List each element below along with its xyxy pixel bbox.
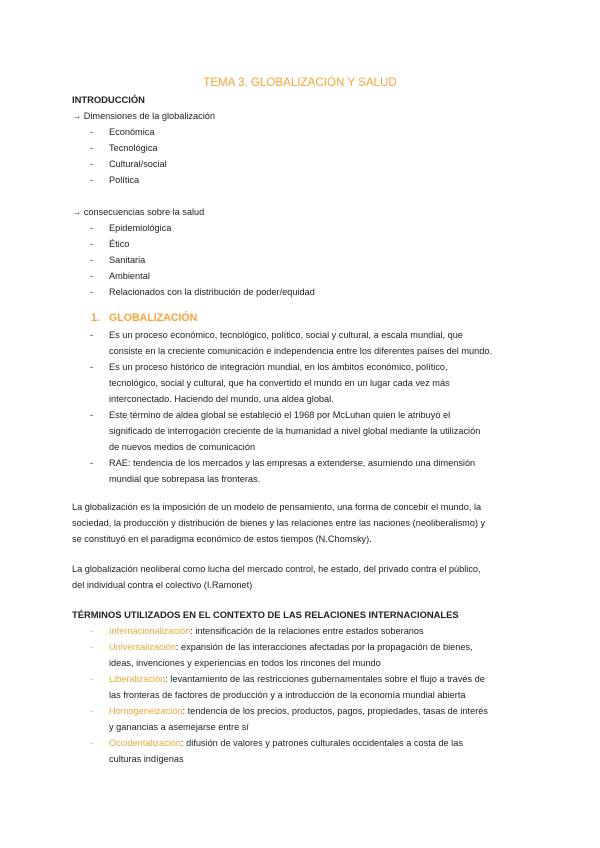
line: del individual contra el colectivo (I.Ramonet) <box>72 580 253 590</box>
dimensions-list <box>72 124 528 188</box>
term-label: Liberalización <box>109 674 166 684</box>
list-item: - Económica <box>72 124 528 140</box>
line: consiste en la creciente comunicación e independencia entre los diferentes países del mundo. <box>109 346 493 356</box>
term-definition: : difusión de valores y patrones culturales occidentales a costa de las <box>181 738 463 748</box>
term-definition: : tendencia de los precios, productos, pagos, propiedades, tasas de interés <box>182 706 488 716</box>
line: La globalización neoliberal como lucha del mercado control, he estado, del privado contra el público, <box>72 564 481 574</box>
line: se constituyó en el paradigma económico de estos tiempos (N.Chomsky). <box>72 534 372 544</box>
term-label: Homogeneización <box>109 706 183 716</box>
list-item <box>72 735 528 767</box>
line: y ganancias a asemejarse entre sí <box>109 722 249 732</box>
list-item: - Epidemiológica <box>72 220 528 236</box>
term-label: Universalización <box>109 642 176 652</box>
section-title: GLOBALIZACIÓN <box>109 312 198 324</box>
section-number: 1. <box>91 312 100 324</box>
line <box>109 671 528 687</box>
line: significado de interrogación creciente de la humanidad a nivel global mediante la utilización <box>109 426 481 436</box>
list-item: - Relacionados con la distribución de poder/equidad <box>72 284 528 300</box>
terms-heading: TÉRMINOS UTILIZADOS EN EL CONTEXTO DE LAS RELACIONES INTERNACIONALES <box>72 609 459 620</box>
line: ideas, invenciones y experiencias en todos los rincones del mundo <box>109 658 381 668</box>
term-label: Occidentalización <box>109 738 182 748</box>
paragraph-chomsky <box>72 499 528 547</box>
list-item: - Tecnológica <box>72 140 528 156</box>
line: sociedad, la producción y distribución de bienes y las relaciones entre las naciones (neoliberalismo) y <box>72 518 486 528</box>
list-item: - Sanitaria <box>72 252 528 268</box>
list-item <box>72 455 528 487</box>
page-title: TEMA 3. GLOBALIZACIÓN Y SALUD <box>203 76 397 89</box>
line <box>109 703 528 719</box>
line: - Es un proceso histórico de integración mundial, en los ámbitos económico, político, <box>109 362 448 372</box>
term-definition: : expansión de las interacciones afectadas por la propagación de bienes, <box>175 642 473 652</box>
dimensions-line: → Dimensiones de la globalización <box>72 111 215 121</box>
term-definition: : levantamiento de las restricciones gubernamentales sobre el flujo a través de <box>165 674 485 684</box>
spacer <box>72 188 528 204</box>
list-item: - Cultural/social <box>72 156 528 172</box>
list-item <box>72 407 528 455</box>
list-item <box>72 703 528 735</box>
line: - Es un proceso económico, tecnológico, político, social y cultural, a escala mundial, que <box>109 330 463 340</box>
intro-heading: INTRODUCCIÓN <box>72 94 145 105</box>
spacer <box>72 487 528 499</box>
line: - RAE: tendencia de los mercados y las empresas a extenderse, asumiendo una dimensión <box>109 458 476 468</box>
term-label: Internacionalización <box>109 626 191 636</box>
list-item: - Ético <box>72 236 528 252</box>
line: interconectado. Haciendo del mundo, una aldea global. <box>109 394 334 404</box>
spacer <box>72 593 528 607</box>
consequences-list <box>72 220 528 300</box>
line: mundial que sobrepasa las fronteras. <box>109 474 261 484</box>
term-definition: : intensificación de la relaciones entre estados soberanos <box>190 626 424 636</box>
line: tecnológico, social y cultural, que ha convertido el mundo en un lugar cada vez más <box>109 378 450 388</box>
paragraph-ramonet <box>72 561 528 593</box>
line: las fronteras de factores de producción y a introducción de la economía mundial abierta <box>109 690 466 700</box>
spacer <box>72 547 528 561</box>
line <box>109 639 528 655</box>
terms-list <box>72 623 528 767</box>
list-item <box>72 327 528 359</box>
globalization-list <box>72 327 528 487</box>
list-item: - Ambiental <box>72 268 528 284</box>
section-1-heading <box>91 309 528 327</box>
line <box>109 623 528 639</box>
list-item <box>72 623 528 639</box>
list-item <box>72 671 528 703</box>
line: - Este término de aldea global se estableció el 1968 por McLuhan quien le atribuyó el <box>109 410 451 420</box>
consequences-line: → consecuencias sobre la salud <box>72 207 205 217</box>
line: culturas indígenas <box>109 754 184 764</box>
line <box>109 735 528 751</box>
line: de nuevos medios de comunicación <box>109 442 256 452</box>
line: La globalización es la imposición de un modelo de pensamiento, una forma de concebir el mundo, la <box>72 502 482 512</box>
list-item <box>72 359 528 407</box>
list-item: - Política <box>72 172 528 188</box>
list-item <box>72 639 528 671</box>
